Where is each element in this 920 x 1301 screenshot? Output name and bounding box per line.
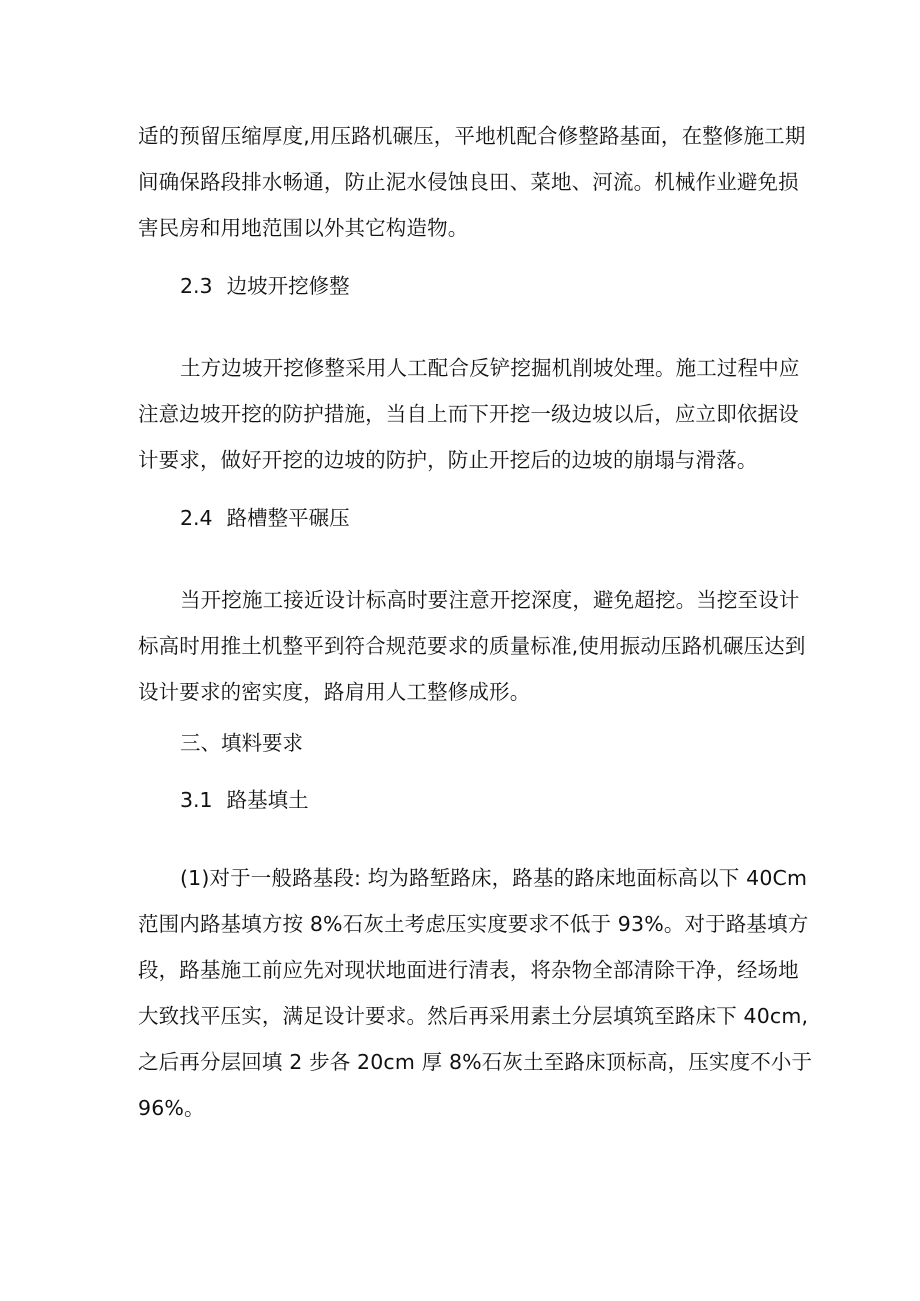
paragraph-line: 害民房和用地范围以外其它构造物。	[138, 216, 469, 240]
paragraph-line: 适的预留压缩厚度,用压路机碾压，平地机配合修整路基面，在整修施工期	[138, 124, 806, 148]
section-number: 2.3	[180, 274, 213, 298]
paragraph-continuation	[138, 113, 806, 251]
paragraph-subgrade-leveling	[138, 577, 806, 715]
section-title: 三、填料要求	[180, 731, 303, 755]
paragraph-line: 当开挖施工接近设计标高时要注意开挖深度，避免超挖。当挖至设计	[180, 588, 800, 612]
paragraph-line: 间确保路段排水畅通，防止泥水侵蚀良田、菜地、河流。机械作业避免损	[138, 170, 799, 194]
paragraph-line: (1)对于一般路基段: 均为路堑路床，路基的路床地面标高以下 40Cm	[180, 866, 808, 890]
section-title: 路基填土	[226, 788, 309, 812]
paragraph-line: 段，路基施工前应先对现状地面进行清表，将杂物全部清除干净，经场地	[138, 958, 799, 982]
paragraph-line: 计要求，做好开挖的边坡的防护，防止开挖后的边坡的崩塌与滑落。	[138, 448, 758, 472]
section-number: 3.1	[180, 788, 213, 812]
paragraph-line: 土方边坡开挖修整采用人工配合反铲挖掘机削坡处理。施工过程中应	[180, 356, 800, 380]
section-heading-3	[180, 720, 303, 766]
section-title: 边坡开挖修整	[226, 274, 350, 298]
section-heading-2-4	[180, 495, 350, 541]
paragraph-line: 设计要求的密实度，路肩用人工整修成形。	[138, 680, 531, 704]
paragraph-line: 之后再分层回填 2 步各 20cm 厚 8%石灰土至路床顶标高，压实度不小于	[138, 1050, 813, 1074]
paragraph-line: 注意边坡开挖的防护措施，当自上而下开挖一级边坡以后，应立即依据设	[138, 402, 799, 426]
section-heading-3-1	[180, 777, 309, 823]
section-number: 2.4	[180, 506, 213, 530]
paragraph-line: 标高时用推土机整平到符合规范要求的质量标准,使用振动压路机碾压达到	[138, 634, 806, 658]
paragraph-line: 96%。	[138, 1096, 205, 1120]
paragraph-slope-excavation	[138, 345, 798, 483]
paragraph-line: 范围内路基填方按 8%石灰土考虑压实度要求不低于 93%。对于路基填方	[138, 912, 809, 936]
paragraph-line: 大致找平压实，满足设计要求。然后再采用素土分层填筑至路床下 40cm,	[138, 1004, 809, 1028]
section-heading-2-3	[180, 263, 350, 309]
section-title: 路槽整平碾压	[226, 506, 350, 530]
paragraph-fill-requirements	[138, 855, 813, 1131]
